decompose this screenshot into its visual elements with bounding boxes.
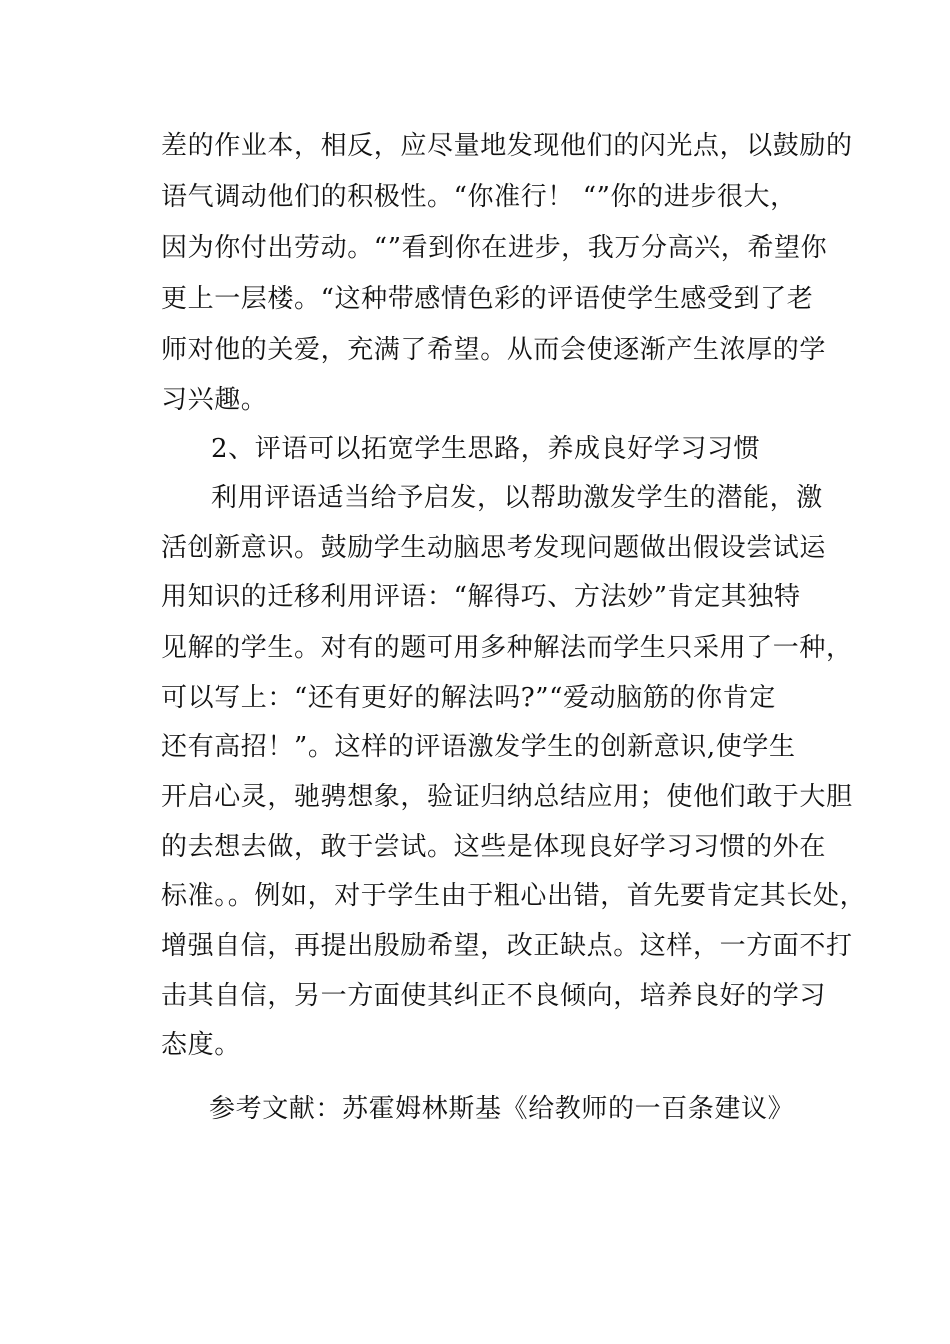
paragraph-line: 活创新意识。鼓励学生动脑思考发现问题做出假设尝试运 bbox=[161, 533, 827, 563]
paragraph-line: 师对他的关爱，充满了希望。从而会使逐渐产生浓厚的学 bbox=[161, 335, 827, 365]
paragraph-line: 利用评语适当给予启发，以帮助激发学生的潜能，激 bbox=[211, 483, 823, 513]
paragraph-line: 增强自信，再提出殷励希望，改正缺点。这样，一方面不打 bbox=[161, 931, 853, 961]
paragraph-line: 更上一层楼。“这种带感情色彩的评语使学生感受到了老 bbox=[161, 284, 814, 314]
paragraph-line: 习兴趣。 bbox=[161, 385, 268, 415]
paragraph-line: 差的作业本，相反，应尽量地发现他们的闪光点，以鼓励的 bbox=[161, 131, 853, 161]
paragraph-line: 的去想去做，敢于尝试。这些是体现良好学习习惯的外在 bbox=[161, 832, 827, 862]
paragraph-line: 可以写上：“还有更好的解法吗?”“爱动脑筋的你肯定 bbox=[161, 683, 776, 713]
paragraph-line: 标准。。例如，对于学生由于粗心出错，首先要肯定其长处， bbox=[161, 881, 867, 911]
paragraph-line: 开启心灵，驰骋想象，验证归纳总结应用；使他们敢于大胆 bbox=[161, 782, 853, 812]
paragraph-line: 见解的学生。对有的题可用多种解法而学生只采用了一种， bbox=[161, 633, 853, 663]
paragraph-line: 还有高招！”。这样的评语激发学生的创新意识,使学生 bbox=[161, 732, 796, 762]
paragraph-line: 语气调动他们的积极性。“你准行！ “”你的进步很大， bbox=[161, 182, 797, 212]
section-heading: 2、评语可以拓宽学生思路，养成良好学习习惯 bbox=[211, 434, 761, 464]
paragraph-line: 击其自信，另一方面使其纠正不良倾向，培养良好的学习 bbox=[161, 981, 827, 1011]
paragraph-line: 态度。 bbox=[161, 1030, 241, 1060]
paragraph-line: 用知识的迁移利用评语：“解得巧、方法妙”肯定其独特 bbox=[161, 582, 801, 612]
reference-line: 参考文献：苏霍姆林斯基《给教师的一百条建议》 bbox=[209, 1094, 795, 1124]
paragraph-line: 因为你付出劳动。“”看到你在进步，我万分高兴，希望你 bbox=[161, 233, 828, 263]
